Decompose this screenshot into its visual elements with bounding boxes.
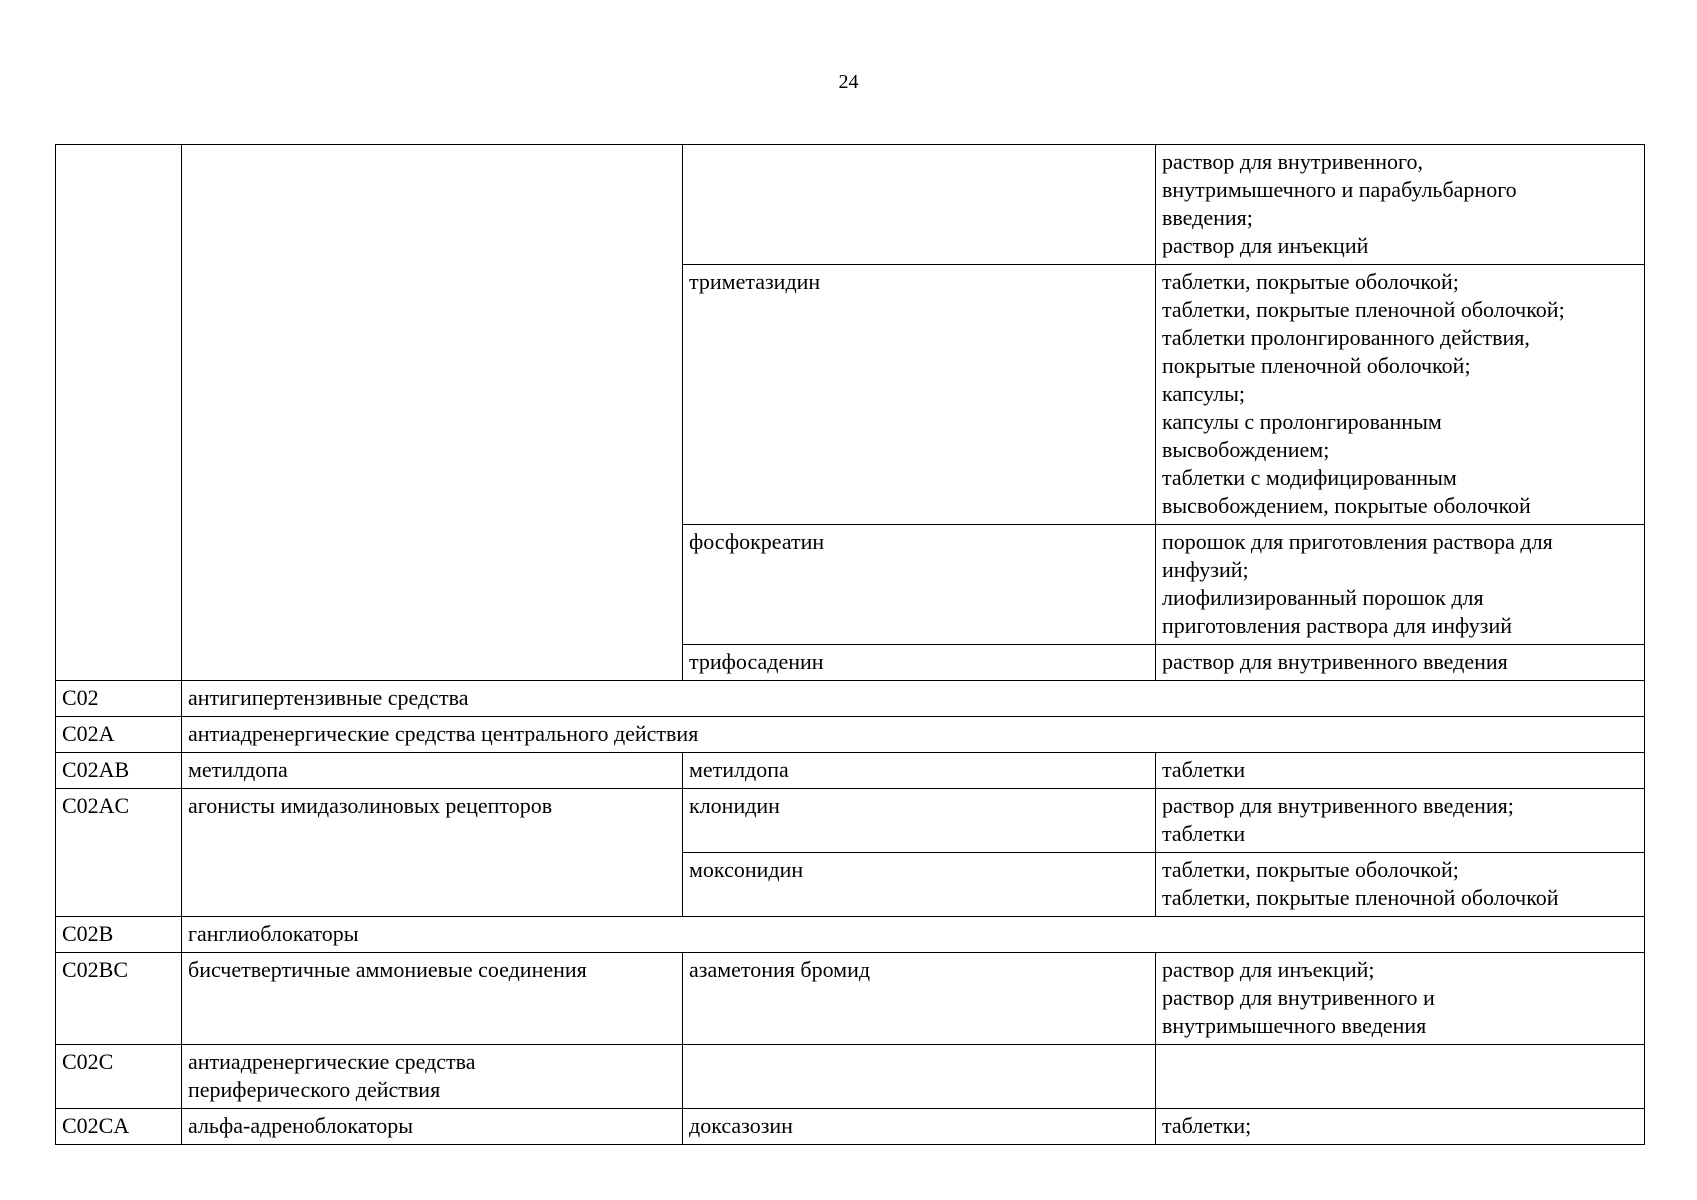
code-cell: C02A bbox=[56, 717, 182, 753]
drug-cell: фосфокреатин bbox=[683, 525, 1156, 645]
drug-cell: доксазозин bbox=[683, 1109, 1156, 1145]
drug-cell: моксонидин bbox=[683, 853, 1156, 917]
table-row bbox=[56, 681, 1645, 717]
group-cell bbox=[182, 145, 683, 681]
dosage-form-cell bbox=[1156, 1045, 1645, 1109]
table-row bbox=[56, 1109, 1645, 1145]
group-cell: альфа-адреноблокаторы bbox=[182, 1109, 683, 1145]
table-row bbox=[56, 753, 1645, 789]
code-cell: C02C bbox=[56, 1045, 182, 1109]
dosage-form-cell: таблетки; bbox=[1156, 1109, 1645, 1145]
medicines-table bbox=[55, 144, 1645, 1145]
group-cell: агонисты имидазолиновых рецепторов bbox=[182, 789, 683, 917]
dosage-form-cell: таблетки, покрытые оболочкой; таблетки, покрытые пленочной оболочкой bbox=[1156, 853, 1645, 917]
code-cell: C02 bbox=[56, 681, 182, 717]
dosage-form-cell: раствор для внутривенного, внутримышечного и парабульбарного введения; раствор для инъекций bbox=[1156, 145, 1645, 265]
drug-cell: метилдопа bbox=[683, 753, 1156, 789]
group-cell: ганглиоблокаторы bbox=[182, 917, 1645, 953]
dosage-form-cell: таблетки bbox=[1156, 753, 1645, 789]
code-cell bbox=[56, 145, 182, 681]
group-cell: антиадренергические средства центрального действия bbox=[182, 717, 1645, 753]
group-cell: метилдопа bbox=[182, 753, 683, 789]
drug-cell: клонидин bbox=[683, 789, 1156, 853]
group-cell: антигипертензивные средства bbox=[182, 681, 1645, 717]
dosage-form-cell: таблетки, покрытые оболочкой; таблетки, покрытые пленочной оболочкой; таблетки пролонгированного действия, покрытые пленочной оболочкой; капсулы; капсулы с пролонгированным высвобождением; таблетки с модифицированным высвобождением, покрытые оболочкой bbox=[1156, 265, 1645, 525]
table-row bbox=[56, 1045, 1645, 1109]
drug-cell: триметазидин bbox=[683, 265, 1156, 525]
drug-cell bbox=[683, 145, 1156, 265]
dosage-form-cell: раствор для инъекций; раствор для внутривенного и внутримышечного введения bbox=[1156, 953, 1645, 1045]
code-cell: C02BC bbox=[56, 953, 182, 1045]
page-number: 24 bbox=[838, 71, 859, 93]
dosage-form-cell: порошок для приготовления раствора для инфузий; лиофилизированный порошок для приготовления раствора для инфузий bbox=[1156, 525, 1645, 645]
table-row bbox=[56, 789, 1645, 853]
dosage-form-cell: раствор для внутривенного введения; таблетки bbox=[1156, 789, 1645, 853]
code-cell: C02CA bbox=[56, 1109, 182, 1145]
drug-cell bbox=[683, 1045, 1156, 1109]
drug-cell: трифосаденин bbox=[683, 645, 1156, 681]
table-row bbox=[56, 917, 1645, 953]
group-cell: бисчетвертичные аммониевые соединения bbox=[182, 953, 683, 1045]
code-cell: C02AC bbox=[56, 789, 182, 917]
dosage-form-cell: раствор для внутривенного введения bbox=[1156, 645, 1645, 681]
table-row bbox=[56, 717, 1645, 753]
group-cell: антиадренергические средства периферического действия bbox=[182, 1045, 683, 1109]
table-row bbox=[56, 953, 1645, 1045]
code-cell: C02B bbox=[56, 917, 182, 953]
drug-cell: азаметония бромид bbox=[683, 953, 1156, 1045]
table-row bbox=[56, 145, 1645, 265]
code-cell: C02AB bbox=[56, 753, 182, 789]
